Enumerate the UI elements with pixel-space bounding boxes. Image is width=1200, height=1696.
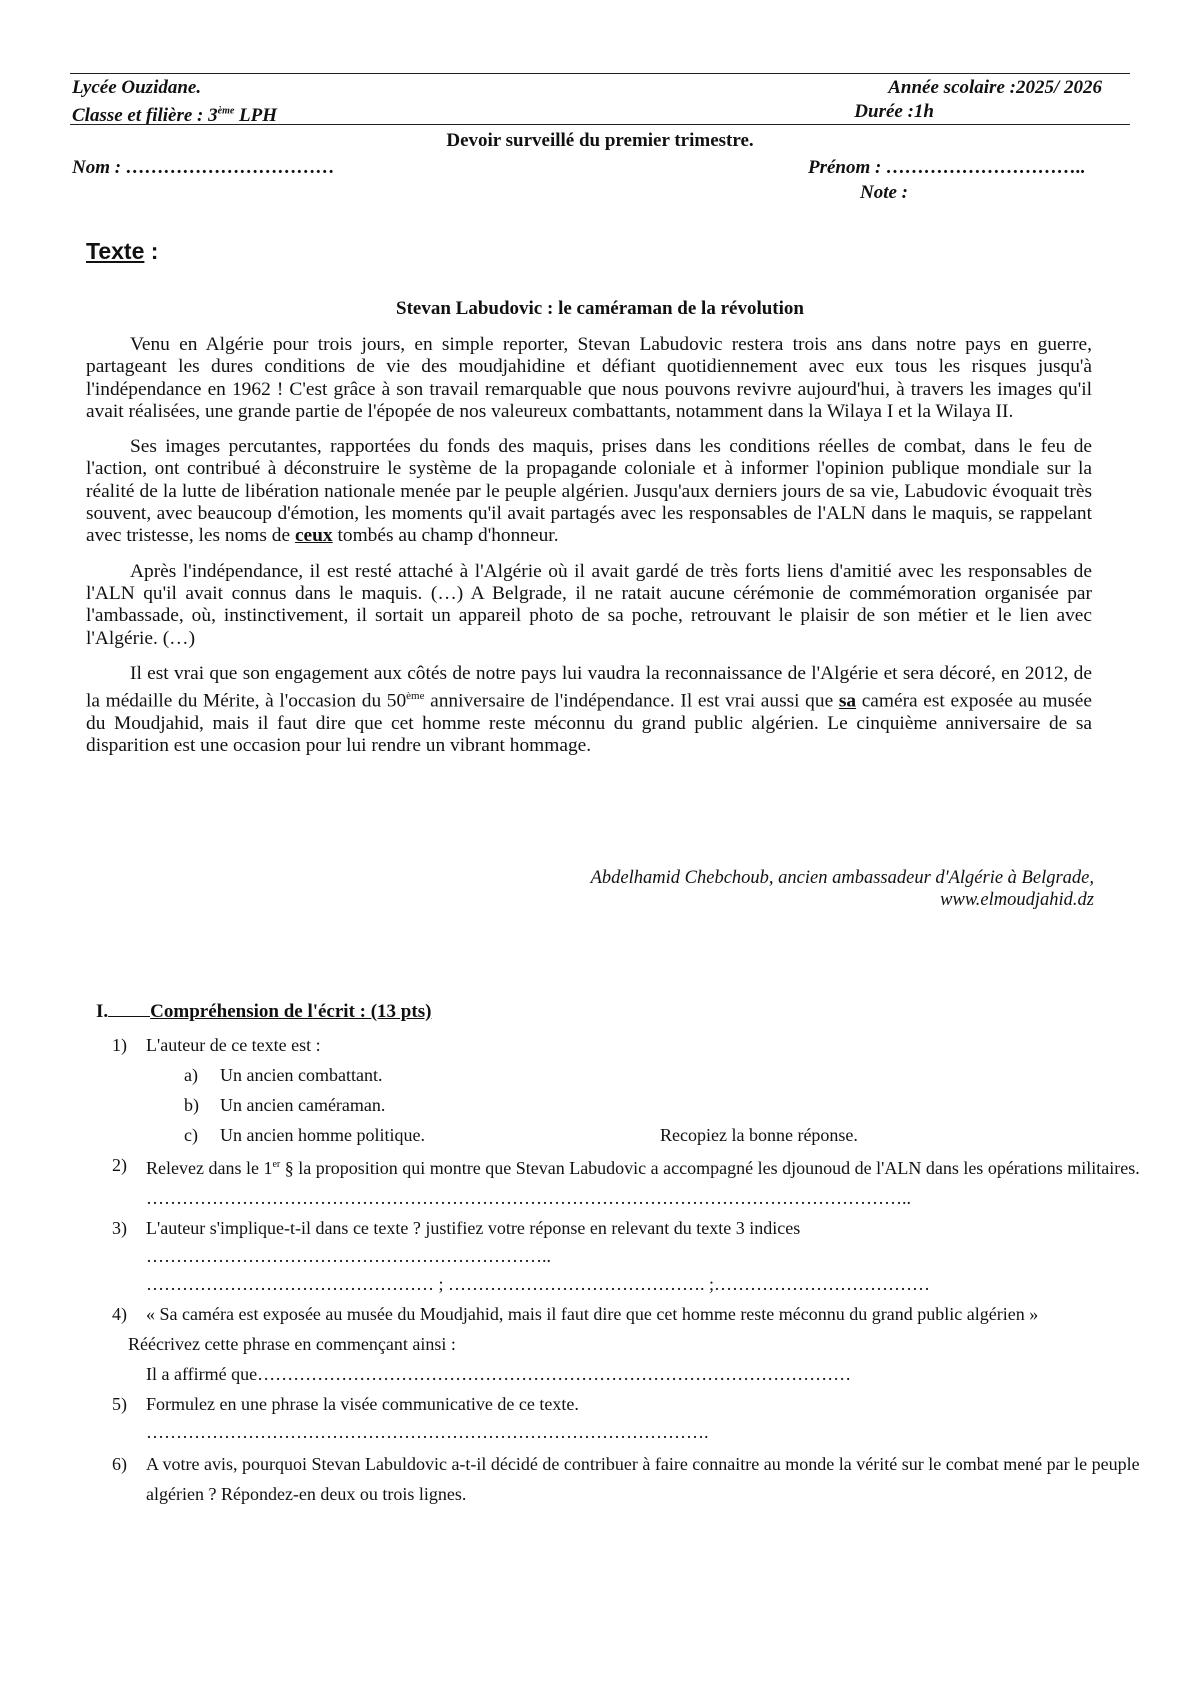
question-4: 4) « Sa caméra est exposée au musée du Moudjahid, mais il faut dire que cet homme reste méconnu du grand public algérien » [112, 1304, 1039, 1324]
paragraph-2: Ses images percutantes, rapportées du fonds des maquis, prises dans les conditions réelles de combat, dans le feu de l'action, ont contribué à déconstruire le système de la propagande coloniale et à informer l'opinion publique mondiale sur la réalité de la lutte de libération nationale menée par le peuple algérien. Jusqu'aux derniers jours de sa vie, Labudovic évoquait très souvent, avec beaucoup d'émotion, les moments qu'il avait partagés avec les responsables de l'ALN dans le maquis, se rappelant avec tristesse, les noms de ceux tombés au champ d'honneur. [86, 436, 1092, 547]
q4-instruction: Réécrivez cette phrase en commençant ainsi : [128, 1334, 456, 1354]
article-body [86, 334, 1092, 771]
answer-line-q3-1[interactable]: ………………………………………………………….. [146, 1246, 551, 1266]
answer-line-q5[interactable]: …………………………………………………………………………………. [146, 1422, 709, 1442]
answer-line-q3-2[interactable]: ………………………………………… ; ……………………………………. ;……………………………… [146, 1274, 931, 1294]
option-a: a) Un ancien combattant. [184, 1065, 383, 1085]
option-b: b) Un ancien caméraman. [184, 1095, 386, 1115]
question-5: 5) Formulez en une phrase la visée communicative de ce texte. [112, 1394, 579, 1414]
paragraph-4: Il est vrai que son engagement aux côtés de notre pays lui vaudra la reconnaissance de l'Algérie et sera décoré, en 2012, de la médaille du Mérite, à l'occasion du 50ème anniversaire de l'indépendance. Il est vrai aussi que sa caméra est exposée au musée du Moudjahid, mais il faut dire que cet homme reste méconnu du grand public algérien. Le cinquième anniversaire de sa disparition est une occasion pour lui rendre un vibrant hommage. [86, 662, 1092, 757]
prenom-field: Prénom : ………………………….. [808, 157, 1086, 178]
texte-heading: Texte : [86, 238, 159, 264]
exam-title: Devoir surveillé du premier trimestre. [446, 130, 754, 151]
nom-field: Nom : …………………………… [72, 157, 335, 178]
header-bottom-rule [70, 124, 1130, 125]
answer-line-q2[interactable]: ……………………………………………………………………………………………………………….. [146, 1188, 911, 1208]
class-info: Classe et filière : 3ème LPH [72, 105, 278, 127]
paragraph-1: Venu en Algérie pour trois jours, en simple reporter, Stevan Labudovic restera trois ans dans notre pays en guerre, partageant les dures conditions de vie des moudjahidine et défiant quotidiennement avec eux tous les risques jusqu'à l'indépendance en 1962 ! C'est grâce à son travail remarquable que nous pouvons revivre aujourd'hui, à travers les images qu'il avait réalisées, une grande partie de l'épopée de nos valeureux combattants, notamment dans la Wilaya I et la Wilaya II. [86, 334, 1092, 422]
answer-line-q4[interactable]: Il a affirmé que……………………………………………………………………………………… [146, 1364, 852, 1384]
note-field: Note : [860, 182, 909, 203]
q1-instruction: Recopiez la bonne réponse. [660, 1125, 858, 1145]
questions-list [100, 1030, 1140, 1509]
article-author: Abdelhamid Chebchoub, ancien ambassadeur d'Algérie à Belgrade, [590, 868, 1094, 888]
school-name: Lycée Ouzidane. [72, 77, 202, 98]
question-3: 3) L'auteur s'implique-t-il dans ce texte ? justifiez votre réponse en relevant du texte 3 indices [112, 1218, 801, 1238]
paragraph-3: Après l'indépendance, il est resté attaché à l'Algérie où il avait gardé de très forts liens d'amitié avec les responsables de l'ALN qu'il avait connus dans le maquis. (…) A Belgrade, il ne ratait aucune cérémonie de commémoration organisée par l'ambassade, où, instinctivement, il sortait un appareil photo de sa poche, retrouvant le plaisir de son métier et le lien avec l'Algérie. (…) [86, 560, 1092, 649]
article-signature [591, 867, 1094, 911]
option-c: c) Un ancien homme politique. Recopiez la bonne réponse. [100, 1120, 1140, 1150]
school-year: Année scolaire :2025/ 2026 [888, 77, 1102, 98]
article-title: Stevan Labudovic : le caméraman de la révolution [396, 298, 804, 319]
section-heading: I. Compréhension de l'écrit : (13 pts) [96, 1001, 432, 1022]
duration: Durée :1h [854, 101, 934, 122]
header-top-rule [70, 73, 1130, 74]
article-source: www.elmoudjahid.dz [940, 890, 1094, 910]
question-1: 1) L'auteur de ce texte est : [112, 1035, 321, 1055]
question-6: 6) A votre avis, pourquoi Stevan Labuldovic a-t-il décidé de contribuer à faire connaitre au monde la vérité sur le combat mené par le peuple algérien ? Répondez-en deux ou trois lignes. [112, 1454, 1140, 1504]
header-row-1 [72, 76, 1122, 100]
question-2: 2) Relevez dans le 1er § la proposition qui montre que Stevan Labudovic a accompagné les djounoud de l'ALN dans les opérations militaires. [112, 1155, 1140, 1178]
